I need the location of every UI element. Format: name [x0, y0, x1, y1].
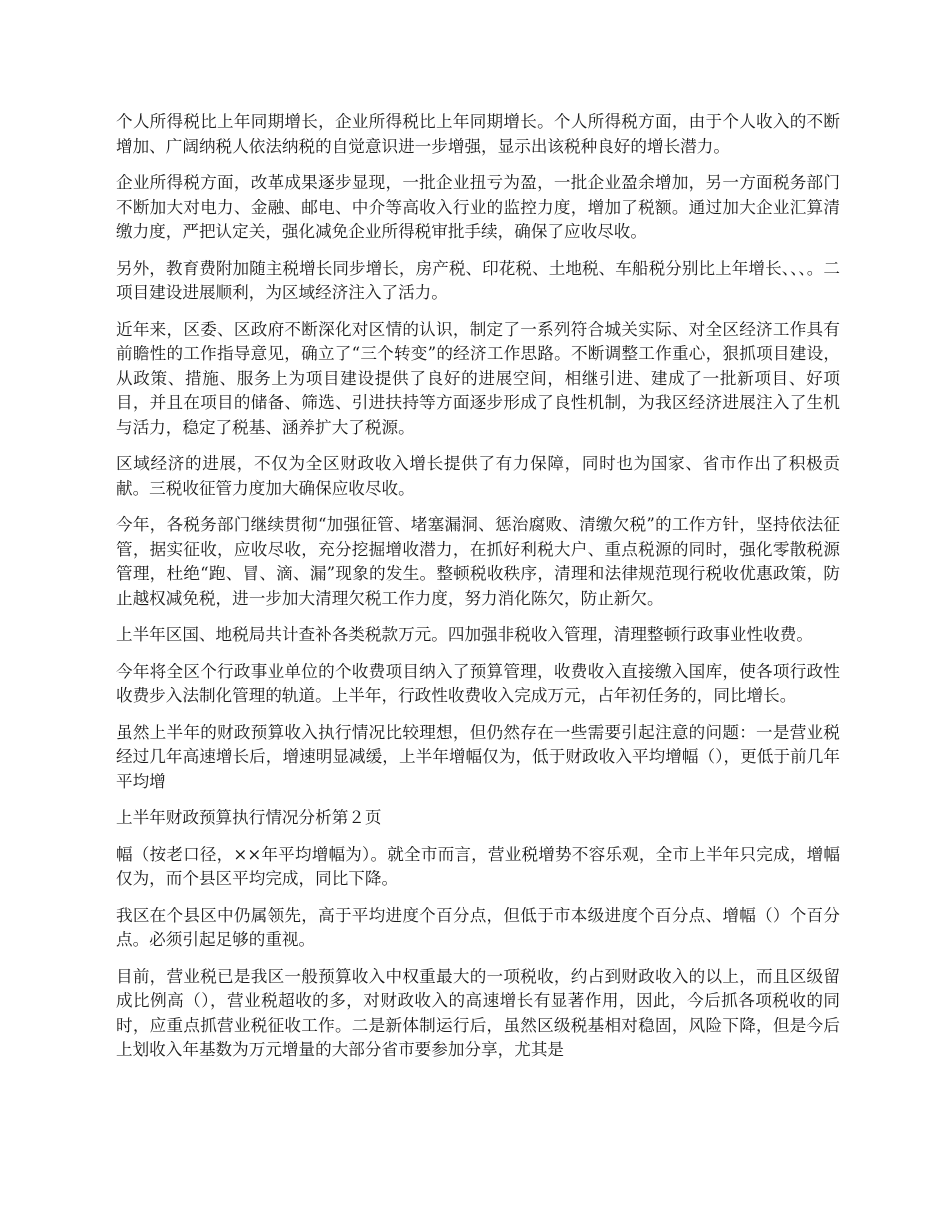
paragraph-issues: 虽然上半年的财政预算收入执行情况比较理想，但仍然存在一些需要引起注意的问题：一是营业税经过几年高速增长后，增速明显减缓，上半年增幅仅为，低于财政收入平均增幅（），更低于前几年平均增	[116, 722, 840, 791]
paragraph-other-taxes: 另外，教育费附加随主税增长同步增长，房产税、印花税、土地税、车船税分别比上年增长、、、。二项目建设进展顺利，为区域经济注入了活力。	[116, 258, 840, 302]
paragraph-personal-income-tax: 个人所得税比上年同期增长，企业所得税比上年同期增长。个人所得税方面，由于个人收入的不断增加、广阔纳税人依法纳税的自觉意识进一步增强，显示出该税种良好的增长潜力。	[116, 112, 840, 156]
paragraph-growth-rate: 幅（按老口径，××年平均增幅为）。就全市而言，营业税增势不容乐观，全市上半年只完成，增幅仅为，而个县区平均完成，同比下降。	[116, 844, 840, 888]
page-heading: 上半年财政预算执行情况分析第２页	[116, 808, 382, 827]
paragraph-district-ranking: 我区在个县区中仍属领先，高于平均进度个百分点，但低于市本级进度个百分点、增幅（）个百分点。必须引起足够的重视。	[116, 905, 840, 949]
paragraph-regional-economy: 区域经济的进展，不仅为全区财政收入增长提供了有力保障，同时也为国家、省市作出了积极贡献。三税收征管力度加大确保应收尽收。	[116, 454, 840, 498]
paragraph-project-construction: 近年来，区委、区政府不断深化对区情的认识，制定了一系列符合城关实际、对全区经济工作具有前瞻性的工作指导意见，确立了“三个转变”的经济工作思路。不断调整工作重心，狠抓项目建设，从政策、措施、服务上为项目建设提供了良好的进展空间，相继引进、建成了一批新项目、好项目，并且在项目的储备、筛选、引进扶持等方面逐步形成了良性机制，为我区经济进展注入了生机与活力，稳定了税基、涵养扩大了税源。	[116, 319, 840, 437]
paragraph-business-tax: 目前，营业税已是我区一般预算收入中权重最大的一项税收，约占到财政收入的以上，而且区级留成比例高（），营业税超收的多，对财政收入的高速增长有显著作用，因此，今后抓各项税收的同时，应重点抓营业税征收工作。二是新体制运行后，虽然区级税基相对稳固，风险下降，但是今后上划收入年基数为万元增量的大部分省市要参加分享，尤其是	[116, 966, 840, 1059]
paragraph-corporate-income-tax: 企业所得税方面，改革成果逐步显现，一批企业扭亏为盈，一批企业盈余增加，另一方面税务部门不断加大对电力、金融、邮电、中介等高收入行业的监控力度，增加了税额。通过加大企业汇算清缴力度，严把认定关，强化减免企业所得税审批手续，确保了应收尽收。	[116, 173, 840, 241]
paragraph-tax-collection: 今年，各税务部门继续贯彻“加强征管、堵塞漏洞、惩治腐败、清缴欠税”的工作方针，坚持依法征管，据实征收，应收尽收，充分挖掘增收潜力，在抓好利税大户、重点税源的同时，强化零散税源管理，杜绝“跑、冒、滴、漏”现象的发生。整顿税收秩序，清理和法律规范现行税收优惠政策，防止越权减免税，进一步加大清理欠税工作力度，努力消化陈欠，防止新欠。	[116, 515, 840, 608]
paragraph-administrative-fees: 今年将全区个行政事业单位的个收费项目纳入了预算管理，收费收入直接缴入国库，使各项行政性收费步入法制化管理的轨道。上半年，行政性收费收入完成万元，占年初任务的，同比增长。	[116, 661, 840, 705]
paragraph-tax-audit: 上半年区国、地税局共计查补各类税款万元。四加强非税收入管理，清理整顿行政事业性收费。	[116, 625, 813, 644]
document-body	[116, 110, 840, 1075]
